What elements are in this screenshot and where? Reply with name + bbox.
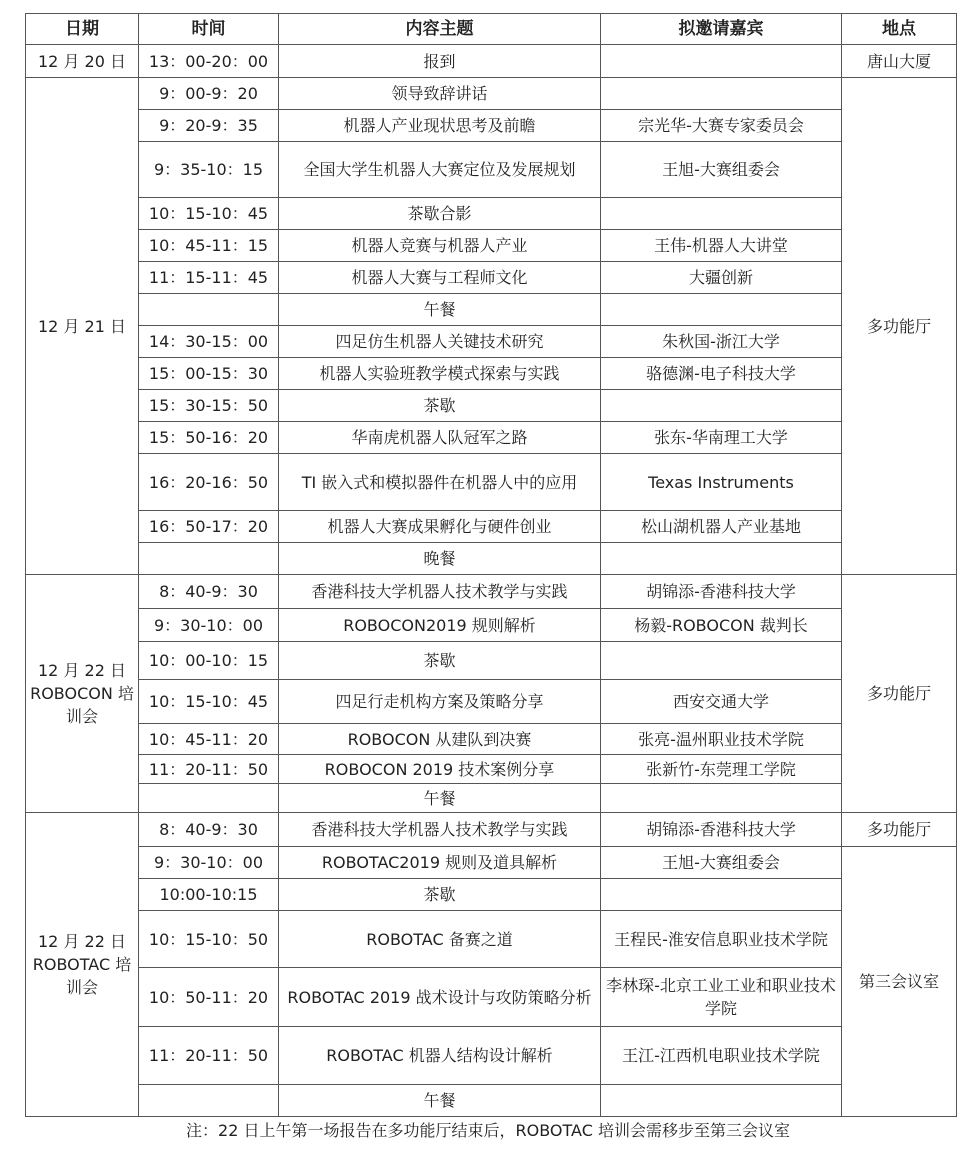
table-row	[26, 813, 957, 847]
table-row	[26, 1085, 957, 1117]
topic-cell: ROBOCON 2019 技术案例分享	[279, 755, 601, 784]
guest-cell	[601, 879, 842, 911]
time-cell: 14：30-15：00	[139, 326, 279, 358]
time-cell	[139, 784, 279, 813]
time-cell: 9：30-10：00	[139, 847, 279, 879]
topic-cell: TI 嵌入式和模拟器件在机器人中的应用	[279, 454, 601, 511]
table-row	[26, 326, 957, 358]
guest-cell	[601, 784, 842, 813]
guest-cell	[601, 45, 842, 78]
table-row	[26, 575, 957, 609]
table-row	[26, 230, 957, 262]
guest-cell: 王伟-机器人大讲堂	[601, 230, 842, 262]
topic-cell: 机器人大赛与工程师文化	[279, 262, 601, 294]
topic-cell: ROBOCON2019 规则解析	[279, 609, 601, 642]
time-cell: 11：20-11：50	[139, 1027, 279, 1085]
date-cell: 12 月 21 日	[26, 78, 139, 575]
guest-cell: 王旭-大赛组委会	[601, 142, 842, 198]
header-time: 时间	[139, 14, 279, 45]
table-row	[26, 642, 957, 680]
location-cell: 多功能厅	[842, 575, 957, 813]
guest-cell	[601, 543, 842, 575]
time-cell: 8：40-9：30	[139, 575, 279, 609]
time-cell	[139, 1085, 279, 1117]
topic-cell: ROBOTAC2019 规则及道具解析	[279, 847, 601, 879]
topic-cell: ROBOTAC 2019 战术设计与攻防策略分析	[279, 968, 601, 1027]
schedule-sheet	[25, 13, 957, 1117]
guest-cell: 杨毅-ROBOCON 裁判长	[601, 609, 842, 642]
time-cell	[139, 294, 279, 326]
table-row	[26, 358, 957, 390]
guest-cell: 大疆创新	[601, 262, 842, 294]
time-cell: 15：00-15：30	[139, 358, 279, 390]
header-location: 地点	[842, 14, 957, 45]
table-row	[26, 724, 957, 755]
time-cell: 16：50-17：20	[139, 511, 279, 543]
time-cell: 9：30-10：00	[139, 609, 279, 642]
header-date: 日期	[26, 14, 139, 45]
topic-cell: 机器人实验班教学模式探索与实践	[279, 358, 601, 390]
topic-cell: 茶歇	[279, 879, 601, 911]
topic-cell: 午餐	[279, 1085, 601, 1117]
time-cell: 9：00-9：20	[139, 78, 279, 110]
topic-cell: 机器人产业现状思考及前瞻	[279, 110, 601, 142]
date-cell: 12 月 22 日 ROBOCON 培训会	[26, 575, 139, 813]
time-cell: 10：45-11：20	[139, 724, 279, 755]
table-row	[26, 390, 957, 422]
guest-cell: 朱秋国-浙江大学	[601, 326, 842, 358]
table-row	[26, 142, 957, 198]
topic-cell: 香港科技大学机器人技术教学与实践	[279, 813, 601, 847]
location-cell: 多功能厅	[842, 813, 957, 847]
guest-cell: 王旭-大赛组委会	[601, 847, 842, 879]
guest-cell: 胡锦添-香港科技大学	[601, 813, 842, 847]
guest-cell	[601, 198, 842, 230]
topic-cell: 四足仿生机器人关键技术研究	[279, 326, 601, 358]
location-cell: 唐山大厦	[842, 45, 957, 78]
guest-cell	[601, 390, 842, 422]
time-cell: 16：20-16：50	[139, 454, 279, 511]
table-row	[26, 784, 957, 813]
table-row	[26, 609, 957, 642]
time-cell: 10:00-10:15	[139, 879, 279, 911]
time-cell	[139, 543, 279, 575]
time-cell: 15：30-15：50	[139, 390, 279, 422]
time-cell: 15：50-16：20	[139, 422, 279, 454]
time-cell: 13：00-20：00	[139, 45, 279, 78]
topic-cell: 晚餐	[279, 543, 601, 575]
header-row	[26, 14, 957, 45]
topic-cell: 午餐	[279, 294, 601, 326]
topic-cell: 领导致辞讲话	[279, 78, 601, 110]
schedule-table	[25, 13, 957, 1117]
table-row	[26, 110, 957, 142]
guest-cell: 骆德渊-电子科技大学	[601, 358, 842, 390]
topic-cell: 茶歇合影	[279, 198, 601, 230]
guest-cell: 王江-江西机电职业技术学院	[601, 1027, 842, 1085]
guest-cell: 宗光华-大赛专家委员会	[601, 110, 842, 142]
guest-cell: 张亮-温州职业技术学院	[601, 724, 842, 755]
topic-cell: 机器人竞赛与机器人产业	[279, 230, 601, 262]
guest-cell: 松山湖机器人产业基地	[601, 511, 842, 543]
topic-cell: ROBOTAC 备赛之道	[279, 911, 601, 968]
table-row	[26, 680, 957, 724]
topic-cell: ROBOCON 从建队到决赛	[279, 724, 601, 755]
table-row	[26, 511, 957, 543]
time-cell: 9：20-9：35	[139, 110, 279, 142]
time-cell: 10：45-11：15	[139, 230, 279, 262]
topic-cell: 全国大学生机器人大赛定位及发展规划	[279, 142, 601, 198]
guest-cell: 张新竹-东莞理工学院	[601, 755, 842, 784]
time-cell: 10：50-11：20	[139, 968, 279, 1027]
time-cell: 11：20-11：50	[139, 755, 279, 784]
topic-cell: 茶歇	[279, 390, 601, 422]
location-cell: 多功能厅	[842, 78, 957, 575]
guest-cell	[601, 642, 842, 680]
guest-cell	[601, 78, 842, 110]
topic-cell: 香港科技大学机器人技术教学与实践	[279, 575, 601, 609]
guest-cell	[601, 1085, 842, 1117]
header-guest: 拟邀请嘉宾	[601, 14, 842, 45]
header-topic: 内容主题	[279, 14, 601, 45]
table-row	[26, 454, 957, 511]
topic-cell: 华南虎机器人队冠军之路	[279, 422, 601, 454]
footnote: 注：22 日上午第一场报告在多功能厅结束后，ROBOTAC 培训会需移步至第三会议室	[186, 1121, 790, 1140]
time-cell: 9：35-10：15	[139, 142, 279, 198]
table-row	[26, 543, 957, 575]
time-cell: 11：15-11：45	[139, 262, 279, 294]
guest-cell: 胡锦添-香港科技大学	[601, 575, 842, 609]
topic-cell: 茶歇	[279, 642, 601, 680]
location-cell: 第三会议室	[842, 847, 957, 1117]
table-row	[26, 1027, 957, 1085]
table-row	[26, 879, 957, 911]
topic-cell: 四足行走机构方案及策略分享	[279, 680, 601, 724]
table-row	[26, 262, 957, 294]
table-row	[26, 45, 957, 78]
table-row	[26, 422, 957, 454]
guest-cell: 张东-华南理工大学	[601, 422, 842, 454]
table-row	[26, 78, 957, 110]
table-row	[26, 294, 957, 326]
table-row	[26, 755, 957, 784]
table-row	[26, 911, 957, 968]
topic-cell: 午餐	[279, 784, 601, 813]
time-cell: 10：00-10：15	[139, 642, 279, 680]
topic-cell: 报到	[279, 45, 601, 78]
time-cell: 10：15-10：45	[139, 680, 279, 724]
guest-cell: 西安交通大学	[601, 680, 842, 724]
time-cell: 10：15-10：45	[139, 198, 279, 230]
time-cell: 10：15-10：50	[139, 911, 279, 968]
guest-cell: 王程民-淮安信息职业技术学院	[601, 911, 842, 968]
date-cell: 12 月 22 日 ROBOTAC 培训会	[26, 813, 139, 1117]
table-row	[26, 198, 957, 230]
guest-cell	[601, 294, 842, 326]
topic-cell: 机器人大赛成果孵化与硬件创业	[279, 511, 601, 543]
guest-cell: Texas Instruments	[601, 454, 842, 511]
topic-cell: ROBOTAC 机器人结构设计解析	[279, 1027, 601, 1085]
date-cell: 12 月 20 日	[26, 45, 139, 78]
table-row	[26, 968, 957, 1027]
guest-cell: 李林琛-北京工业工业和职业技术学院	[601, 968, 842, 1027]
time-cell: 8：40-9：30	[139, 813, 279, 847]
table-row	[26, 847, 957, 879]
